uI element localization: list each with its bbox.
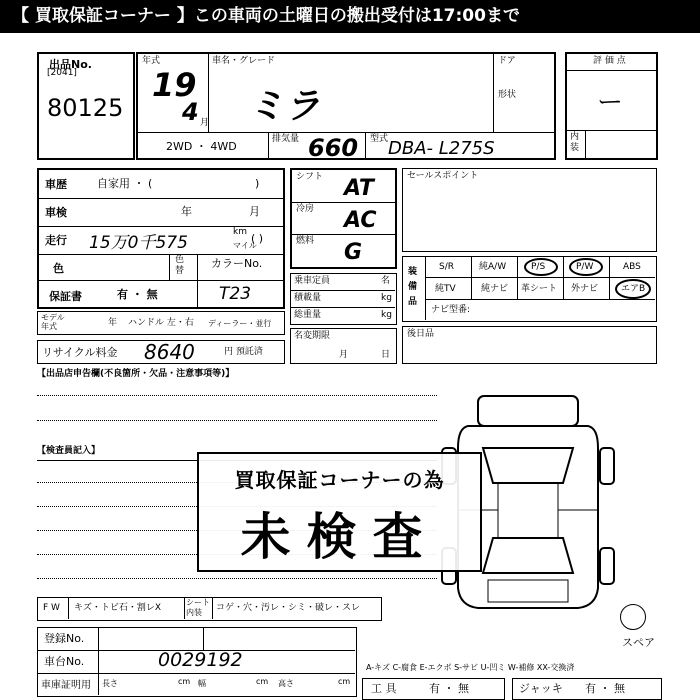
tools-value: 有 ・ 無 bbox=[429, 682, 469, 695]
equip-pw: P/W bbox=[576, 262, 594, 272]
warranty-label: 保証書 bbox=[49, 290, 82, 303]
shift-label: シフト bbox=[296, 172, 324, 182]
warranty-value: 有 ・ 無 bbox=[117, 288, 158, 301]
length-label: 長さ bbox=[102, 679, 118, 688]
pw-circle-mark bbox=[569, 258, 603, 276]
displacement-value: 660 bbox=[308, 134, 359, 162]
car-name: ミラ bbox=[248, 86, 321, 127]
stamp-line1: 買取保証コーナーの為 bbox=[234, 468, 445, 492]
reg-no-label: 登録No. bbox=[44, 632, 85, 645]
model-year-label: モデル年式 bbox=[41, 313, 65, 331]
cert-label: 車庫証明用 bbox=[41, 680, 91, 691]
chassis-label: 車台No. bbox=[44, 655, 85, 668]
equip-tv: 純TV bbox=[435, 284, 456, 294]
airbag-circle-mark bbox=[615, 279, 651, 299]
recycle-unit: 円 預託済 bbox=[224, 347, 263, 357]
handle-label: ハンドル 左・右 bbox=[128, 318, 194, 328]
sales-point-label: セールスポイント bbox=[407, 171, 479, 181]
seat-label: シート内装 bbox=[186, 598, 210, 617]
recycle-box bbox=[37, 340, 285, 364]
color-no-value: T23 bbox=[219, 284, 252, 304]
name-label: 車名・グレード bbox=[212, 56, 276, 66]
color-change-label: 色替 bbox=[175, 255, 185, 276]
equip-airbag: エアB bbox=[621, 284, 646, 294]
mileage-value: 15万0千575 bbox=[89, 233, 188, 253]
equipment-box bbox=[402, 256, 657, 322]
equip-navi: 純ナビ bbox=[481, 284, 509, 294]
tools-label: 工 具 bbox=[371, 682, 397, 695]
inspector-label: 【検査員記入】 bbox=[37, 446, 101, 456]
load-unit: kg bbox=[381, 293, 392, 303]
reg-change-day: 日 bbox=[381, 350, 391, 360]
capacity-unit: 名 bbox=[381, 276, 391, 286]
inspection-label: 車検 bbox=[45, 206, 67, 219]
uninspected-stamp bbox=[197, 452, 482, 572]
spare-tire-icon bbox=[620, 604, 646, 630]
equip-sr: S/R bbox=[439, 262, 454, 272]
gross-label: 総重量 bbox=[294, 310, 322, 320]
fw-row bbox=[37, 597, 382, 621]
sales-point-box bbox=[402, 168, 657, 252]
after-market-box bbox=[402, 326, 657, 364]
equipment-label: 装備品 bbox=[408, 267, 418, 307]
fw-text: キズ・トビ石・割レX bbox=[74, 603, 161, 613]
width-label: 幅 bbox=[198, 679, 206, 688]
lot-stamp: [2041] bbox=[47, 68, 77, 78]
history-close: ) bbox=[255, 177, 260, 190]
year-value: 19 bbox=[152, 66, 197, 104]
model-year-box bbox=[37, 311, 285, 335]
inspection-year-unit: 年 bbox=[181, 205, 192, 218]
equip-ext-navi: 外ナビ bbox=[571, 284, 599, 294]
tools-box bbox=[362, 678, 505, 700]
ps-circle-mark bbox=[524, 258, 558, 276]
model-value: DBA- L275S bbox=[388, 138, 495, 159]
reg-change-label: 名変期限 bbox=[294, 331, 331, 341]
stamp-line2: 未検査 bbox=[240, 507, 439, 566]
navi-model-label: ナビ型番: bbox=[431, 305, 471, 315]
rating-value: ー bbox=[597, 88, 624, 118]
mileage-paren: ( ) bbox=[251, 232, 264, 245]
history-value: 自家用 ・ ( bbox=[97, 177, 153, 190]
chassis-value: 0029192 bbox=[158, 649, 243, 671]
fuel-value: G bbox=[344, 240, 363, 265]
banner: 【 買取保証コーナー 】この車両の土曜日の搬出受付は17:00まで bbox=[0, 0, 700, 33]
dealer-label: ディーラー・並行 bbox=[208, 319, 272, 328]
jack-box bbox=[512, 678, 662, 700]
history-label: 車歴 bbox=[45, 178, 67, 191]
spare-label: スペア bbox=[622, 636, 655, 649]
displacement-label: 排気量 bbox=[272, 134, 300, 144]
recycle-label: リサイクル料金 bbox=[42, 346, 118, 359]
lot-label: 出品No. bbox=[49, 58, 92, 71]
interior-label: 内装 bbox=[570, 132, 580, 153]
reg-change-month: 月 bbox=[339, 350, 349, 360]
equip-abs: ABS bbox=[623, 262, 641, 272]
lot-number: 80125 bbox=[47, 94, 124, 122]
door-label: ドア bbox=[498, 56, 516, 66]
equip-leather: 革シート bbox=[521, 284, 558, 294]
history-box bbox=[37, 168, 285, 309]
registration-box bbox=[37, 627, 357, 697]
shift-value: AT bbox=[344, 176, 374, 201]
inspection-month-unit: 月 bbox=[249, 205, 260, 218]
ac-label: 冷房 bbox=[296, 204, 315, 214]
specs-box bbox=[290, 168, 397, 269]
load-label: 積載量 bbox=[294, 293, 322, 303]
km-unit: km bbox=[233, 227, 247, 237]
vehicle-box bbox=[136, 52, 556, 160]
after-market-label: 後日品 bbox=[407, 329, 435, 339]
fw-label: F W bbox=[43, 603, 60, 613]
drive-label: 2WD ・ 4WD bbox=[166, 140, 237, 153]
color-no-label: カラーNo. bbox=[211, 257, 263, 270]
model-label: 型式 bbox=[370, 134, 389, 144]
damage-legend: A-キズ C-腐食 E-エクボ S-サビ U-凹ミ W-補修 XX-交換済 bbox=[366, 663, 575, 672]
month-value: 4 bbox=[182, 98, 199, 126]
width-unit: cm bbox=[256, 677, 269, 686]
lot-box bbox=[37, 52, 135, 160]
month-unit: 月 bbox=[200, 118, 210, 128]
year-label: 年式 bbox=[142, 56, 161, 66]
seat-text: コゲ・穴・汚レ・シミ・破レ・スレ bbox=[216, 603, 361, 613]
equip-aw: 純A/W bbox=[479, 262, 507, 272]
mile-unit: マイル bbox=[233, 241, 257, 250]
rating-label: 評 価 点 bbox=[593, 56, 626, 66]
jack-value: 有 ・ 無 bbox=[585, 682, 625, 695]
color-label: 色 bbox=[53, 262, 64, 275]
shape-label: 形状 bbox=[498, 90, 517, 100]
height-label: 高さ bbox=[278, 679, 294, 688]
jack-label: ジャッキ bbox=[519, 682, 563, 695]
capacity-box bbox=[290, 273, 397, 325]
equip-ps: P/S bbox=[531, 262, 546, 272]
seller-notes-label: 【出品店申告欄(不良箇所・欠品・注意事項等)】 bbox=[37, 369, 235, 379]
fuel-label: 燃料 bbox=[296, 236, 315, 246]
ac-value: AC bbox=[344, 208, 377, 233]
mileage-label: 走行 bbox=[45, 234, 67, 247]
model-year-unit: 年 bbox=[108, 318, 118, 328]
gross-unit: kg bbox=[381, 310, 392, 320]
height-unit: cm bbox=[338, 677, 351, 686]
recycle-value: 8640 bbox=[144, 340, 195, 364]
rating-box bbox=[565, 52, 658, 160]
capacity-label: 乗車定員 bbox=[294, 276, 331, 286]
length-unit: cm bbox=[178, 677, 191, 686]
reg-change-box bbox=[290, 328, 397, 364]
